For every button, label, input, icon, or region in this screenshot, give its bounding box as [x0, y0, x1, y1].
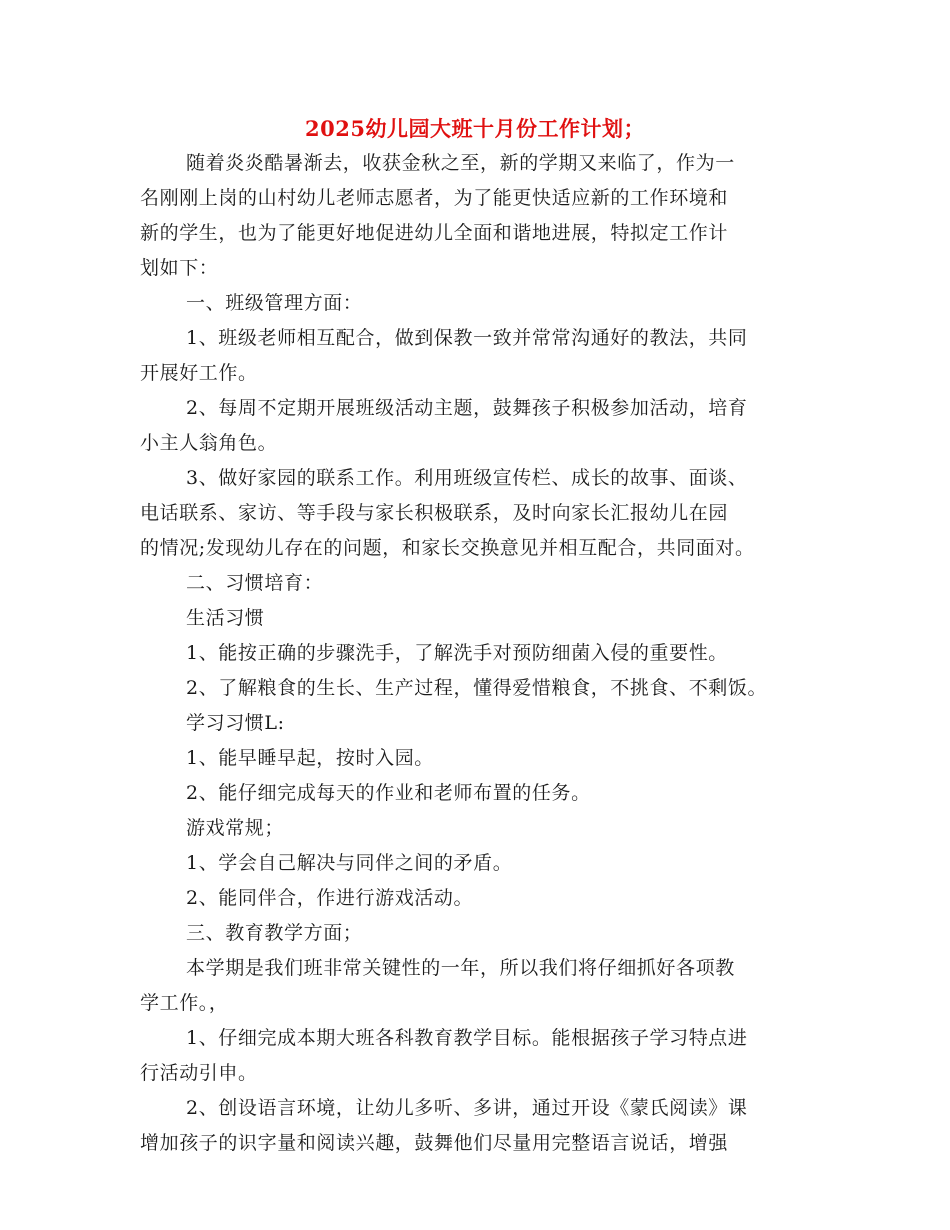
- paragraph-line: 2、能同伴合，作进行游戏活动。: [186, 887, 474, 909]
- paragraph-line: 1、班级老师相互配合，做到保教一致并常常沟通好的教法，共同: [186, 327, 748, 349]
- paragraph-line: 2、了解粮食的生长、生产过程，懂得爱惜粮食，不挑食、不剩饭。: [186, 677, 768, 699]
- paragraph-line: 新的学生，也为了能更好地促进幼儿全面和谐地进展，特拟定工作计: [140, 222, 729, 244]
- paragraph-line: 1、仔细完成本期大班各科教育教学目标。能根据孩子学习特点进: [186, 1027, 748, 1049]
- paragraph-line: 行活动引申。: [140, 1062, 258, 1084]
- paragraph-line: 2、创设语言环境，让幼儿多听、多讲，通过开设《蒙氏阅读》课: [186, 1097, 748, 1119]
- paragraph-line: 学工作。，: [140, 992, 229, 1014]
- section-heading: 三、教育教学方面；: [186, 922, 363, 944]
- paragraph-line: 1、学会自己解决与同伴之间的矛盾。: [186, 852, 513, 874]
- paragraph-line: 1、能早睡早起，按时入园。: [186, 747, 434, 769]
- paragraph-line: 2、每周不定期开展班级活动主题，鼓舞孩子积极参加活动，培育: [186, 397, 748, 419]
- paragraph-line: 3、做好家园的联系工作。利用班级宣传栏、成长的故事、面谈、: [186, 467, 748, 489]
- paragraph-line: 1、能按正确的步骤洗手，了解洗手对预防细菌入侵的重要性。: [186, 642, 728, 664]
- section-heading: 一、班级管理方面：: [186, 292, 363, 314]
- paragraph-line: 名刚刚上岗的山村幼儿老师志愿者，为了能更快适应新的工作环境和: [140, 187, 729, 209]
- paragraph-line: 小主人翁角色。: [140, 432, 278, 454]
- paragraph-line: 开展好工作。: [140, 362, 258, 384]
- paragraph-line: 本学期是我们班非常关键性的一年，所以我们将仔细抓好各项教: [186, 957, 735, 979]
- paragraph-line: 电话联系、家访、等手段与家长积极联系，及时向家长汇报幼儿在园: [140, 502, 729, 524]
- paragraph-line: 的情况;发现幼儿存在的问题，和家长交换意见并相互配合，共同面对。: [140, 537, 755, 559]
- section-heading: 二、习惯培育：: [186, 572, 324, 594]
- subsection-heading: 生活习惯: [186, 607, 265, 629]
- paragraph-line: 增加孩子的识字量和阅读兴趣，鼓舞他们尽量用完整语言说话，增强: [140, 1132, 729, 1154]
- paragraph-line: 随着炎炎酷暑渐去，收获金秋之至，新的学期又来临了，作为一: [186, 152, 735, 174]
- subsection-heading: 游戏常规；: [186, 817, 285, 839]
- paragraph-line: 划如下：: [140, 257, 219, 279]
- page-title: 2025幼儿园大班十月份工作计划；: [305, 116, 645, 141]
- paragraph-line: 2、能仔细完成每天的作业和老师布置的任务。: [186, 782, 591, 804]
- subsection-heading: 学习习惯L:: [186, 712, 285, 734]
